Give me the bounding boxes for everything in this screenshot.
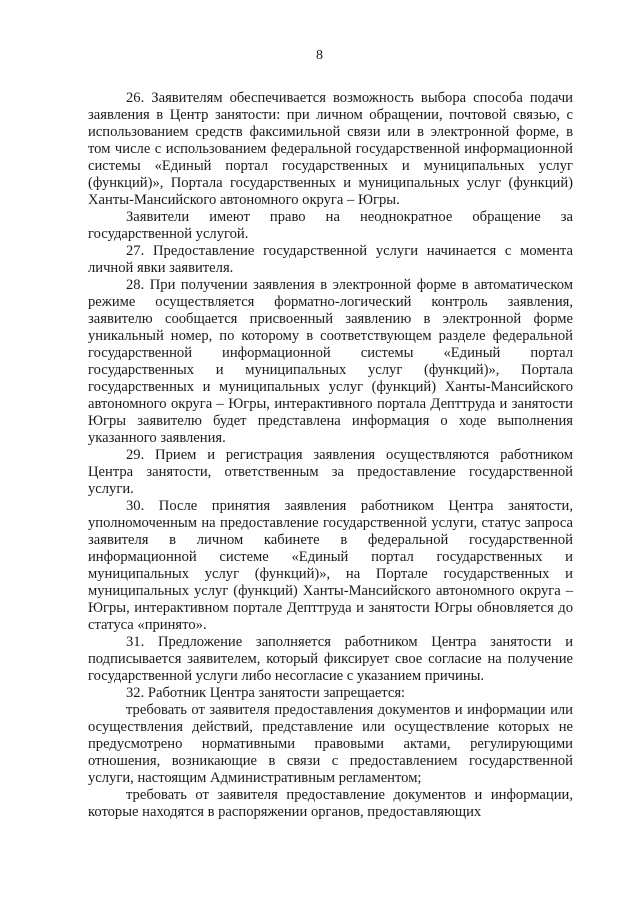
paragraph-30: 30. После принятия заявления работником Центра занятости, уполномоченным на предоставление государственной услуги, статус запроса заявителя в личном кабинете в федеральной государственной информационной системе «Единый портал государственных и муниципальных услуг (функций)», на Портале государственных и муниципальных услуг (функций) Ханты-Мансийского автономного округа – Югры, интерактивном портале Депттруда и занятости Югры обновляется до статуса «принято». <box>88 498 573 633</box>
paragraph-27: 27. Предоставление государственной услуги начинается с момента личной явки заявителя. <box>88 243 573 276</box>
paragraph-28: 28. При получении заявления в электронной форме в автоматическом режиме осуществляется форматно-логический контроль заявления, заявителю сообщается присвоенный заявлению в электронной форме уникальный номер, по которому в соответствующем разделе федеральной государственной информационной системы «Единый портал государственных и муниципальных услуг (функций)», Портала государственных и муниципальных услуг (функций) Ханты-Мансийского автономного округа – Югры, интерактивного портала Депттруда и занятости Югры заявителю будет представлена информация о ходе выполнения указанного заявления. <box>88 277 573 446</box>
paragraph-32: 32. Работник Центра занятости запрещается: <box>126 685 406 701</box>
paragraph-32-item-1: требовать от заявителя предоставления документов и информации или осуществления действий, представление или осуществление которых не предусмотрено нормативными правовыми актами, регулирующими отношения, возникающие в связи с предоставлением государственной услуги, настоящим Административным регламентом; <box>88 702 573 786</box>
paragraph-32-item-2: требовать от заявителя предоставление документов и информации, которые находятся в распоряжении органов, предоставляющих <box>88 787 573 820</box>
paragraph-29: 29. Прием и регистрация заявления осуществляются работником Центра занятости, ответственным за предоставление государственной услуги. <box>88 447 573 497</box>
paragraph-31: 31. Предложение заполняется работником Центра занятости и подписывается заявителем, который фиксирует свое согласие на получение государственной услуги либо несогласие с указанием причины. <box>88 634 573 684</box>
page-number: 8 <box>316 48 323 63</box>
paragraph-26: 26. Заявителям обеспечивается возможность выбора способа подачи заявления в Центр занятости: при личном обращении, почтовой связью, с использованием средств факсимильной связи или в электронной форме, в том числе с использованием федеральной государственной информационной системы «Единый портал государственных и муниципальных услуг (функций)», Портала государственных и муниципальных услуг (функций) Ханты-Мансийского автономного округа – Югры. <box>88 90 573 208</box>
document-body <box>88 90 573 821</box>
paragraph-26-applicants-right: Заявители имеют право на неоднократное обращение за государственной услугой. <box>88 209 573 242</box>
